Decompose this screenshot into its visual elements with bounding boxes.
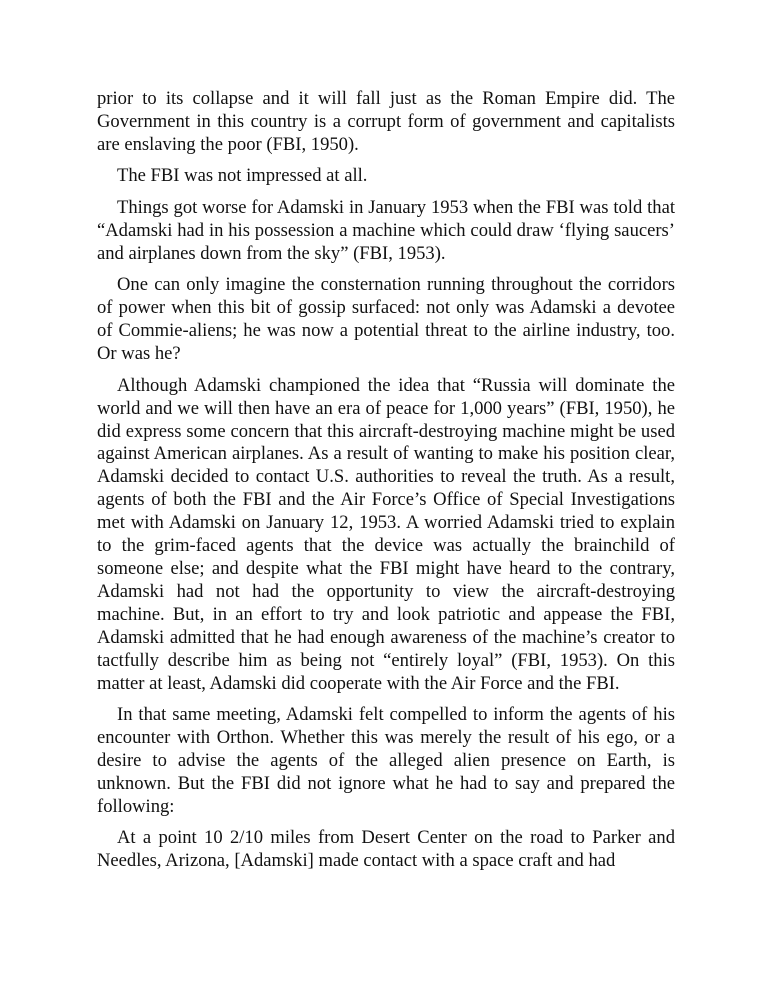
document-page bbox=[97, 88, 675, 882]
paragraph-january-1953: Things got worse for Adamski in January 1953 when the FBI was told that “Adamski had in his possession a machine which could draw ‘flying saucers’ and airplanes down from the sky” (FBI, 1953). bbox=[97, 197, 675, 264]
paragraph-russia-will-dominate: Although Adamski championed the idea that “Russia will dominate the world and we will then have an era of peace for 1,000 years” (FBI, 1950), he did express some concern that this aircraft-destroying machine might be used against American airplanes. As a result of wanting to make his position clear, Adamski decided to contact U.S. authorities to reveal the truth. As a result, agents of both the FBI and the Air Force’s Office of Special Investigations met with Adamski on January 12, 1953. A worried Adamski tried to explain to the grim-faced agents that the device was actually the brainchild of someone else; and despite what the FBI might have heard to the contrary, Adamski had not had the opportunity to view the aircraft-destroying machine. But, in an effort to try and look patriotic and appease the FBI, Adamski admitted that he had enough awareness of the machine’s creator to tactfully describe him as being not “entirely loyal” (FBI, 1953). On this matter at least, Adamski did cooperate with the Air Force and the FBI. bbox=[97, 374, 675, 694]
paragraph-orthon-encounter: In that same meeting, Adamski felt compelled to inform the agents of his encounter with Orthon. Whether this was merely the result of his ego, or a desire to advise the agents of the alleged alien presence on Earth, is unknown. But the FBI did not ignore what he had to say and prepared the following: bbox=[97, 704, 675, 817]
paragraph-consternation: One can only imagine the consternation running throughout the corridors of power when this bit of gossip surfaced: not only was Adamski a devotee of Commie-aliens; he was now a potential threat to the airline industry, too. Or was he? bbox=[97, 274, 675, 365]
paragraph-desert-center: At a point 10 2/10 miles from Desert Center on the road to Parker and Needles, Arizona, [Adamski] made contact with a space craft and had bbox=[97, 827, 675, 872]
paragraph-fbi-not-impressed: The FBI was not impressed at all. bbox=[117, 165, 368, 187]
paragraph-quote-continuation: prior to its collapse and it will fall just as the Roman Empire did. The Government in this country is a corrupt form of government and capitalists are enslaving the poor (FBI, 1950). bbox=[97, 88, 675, 155]
